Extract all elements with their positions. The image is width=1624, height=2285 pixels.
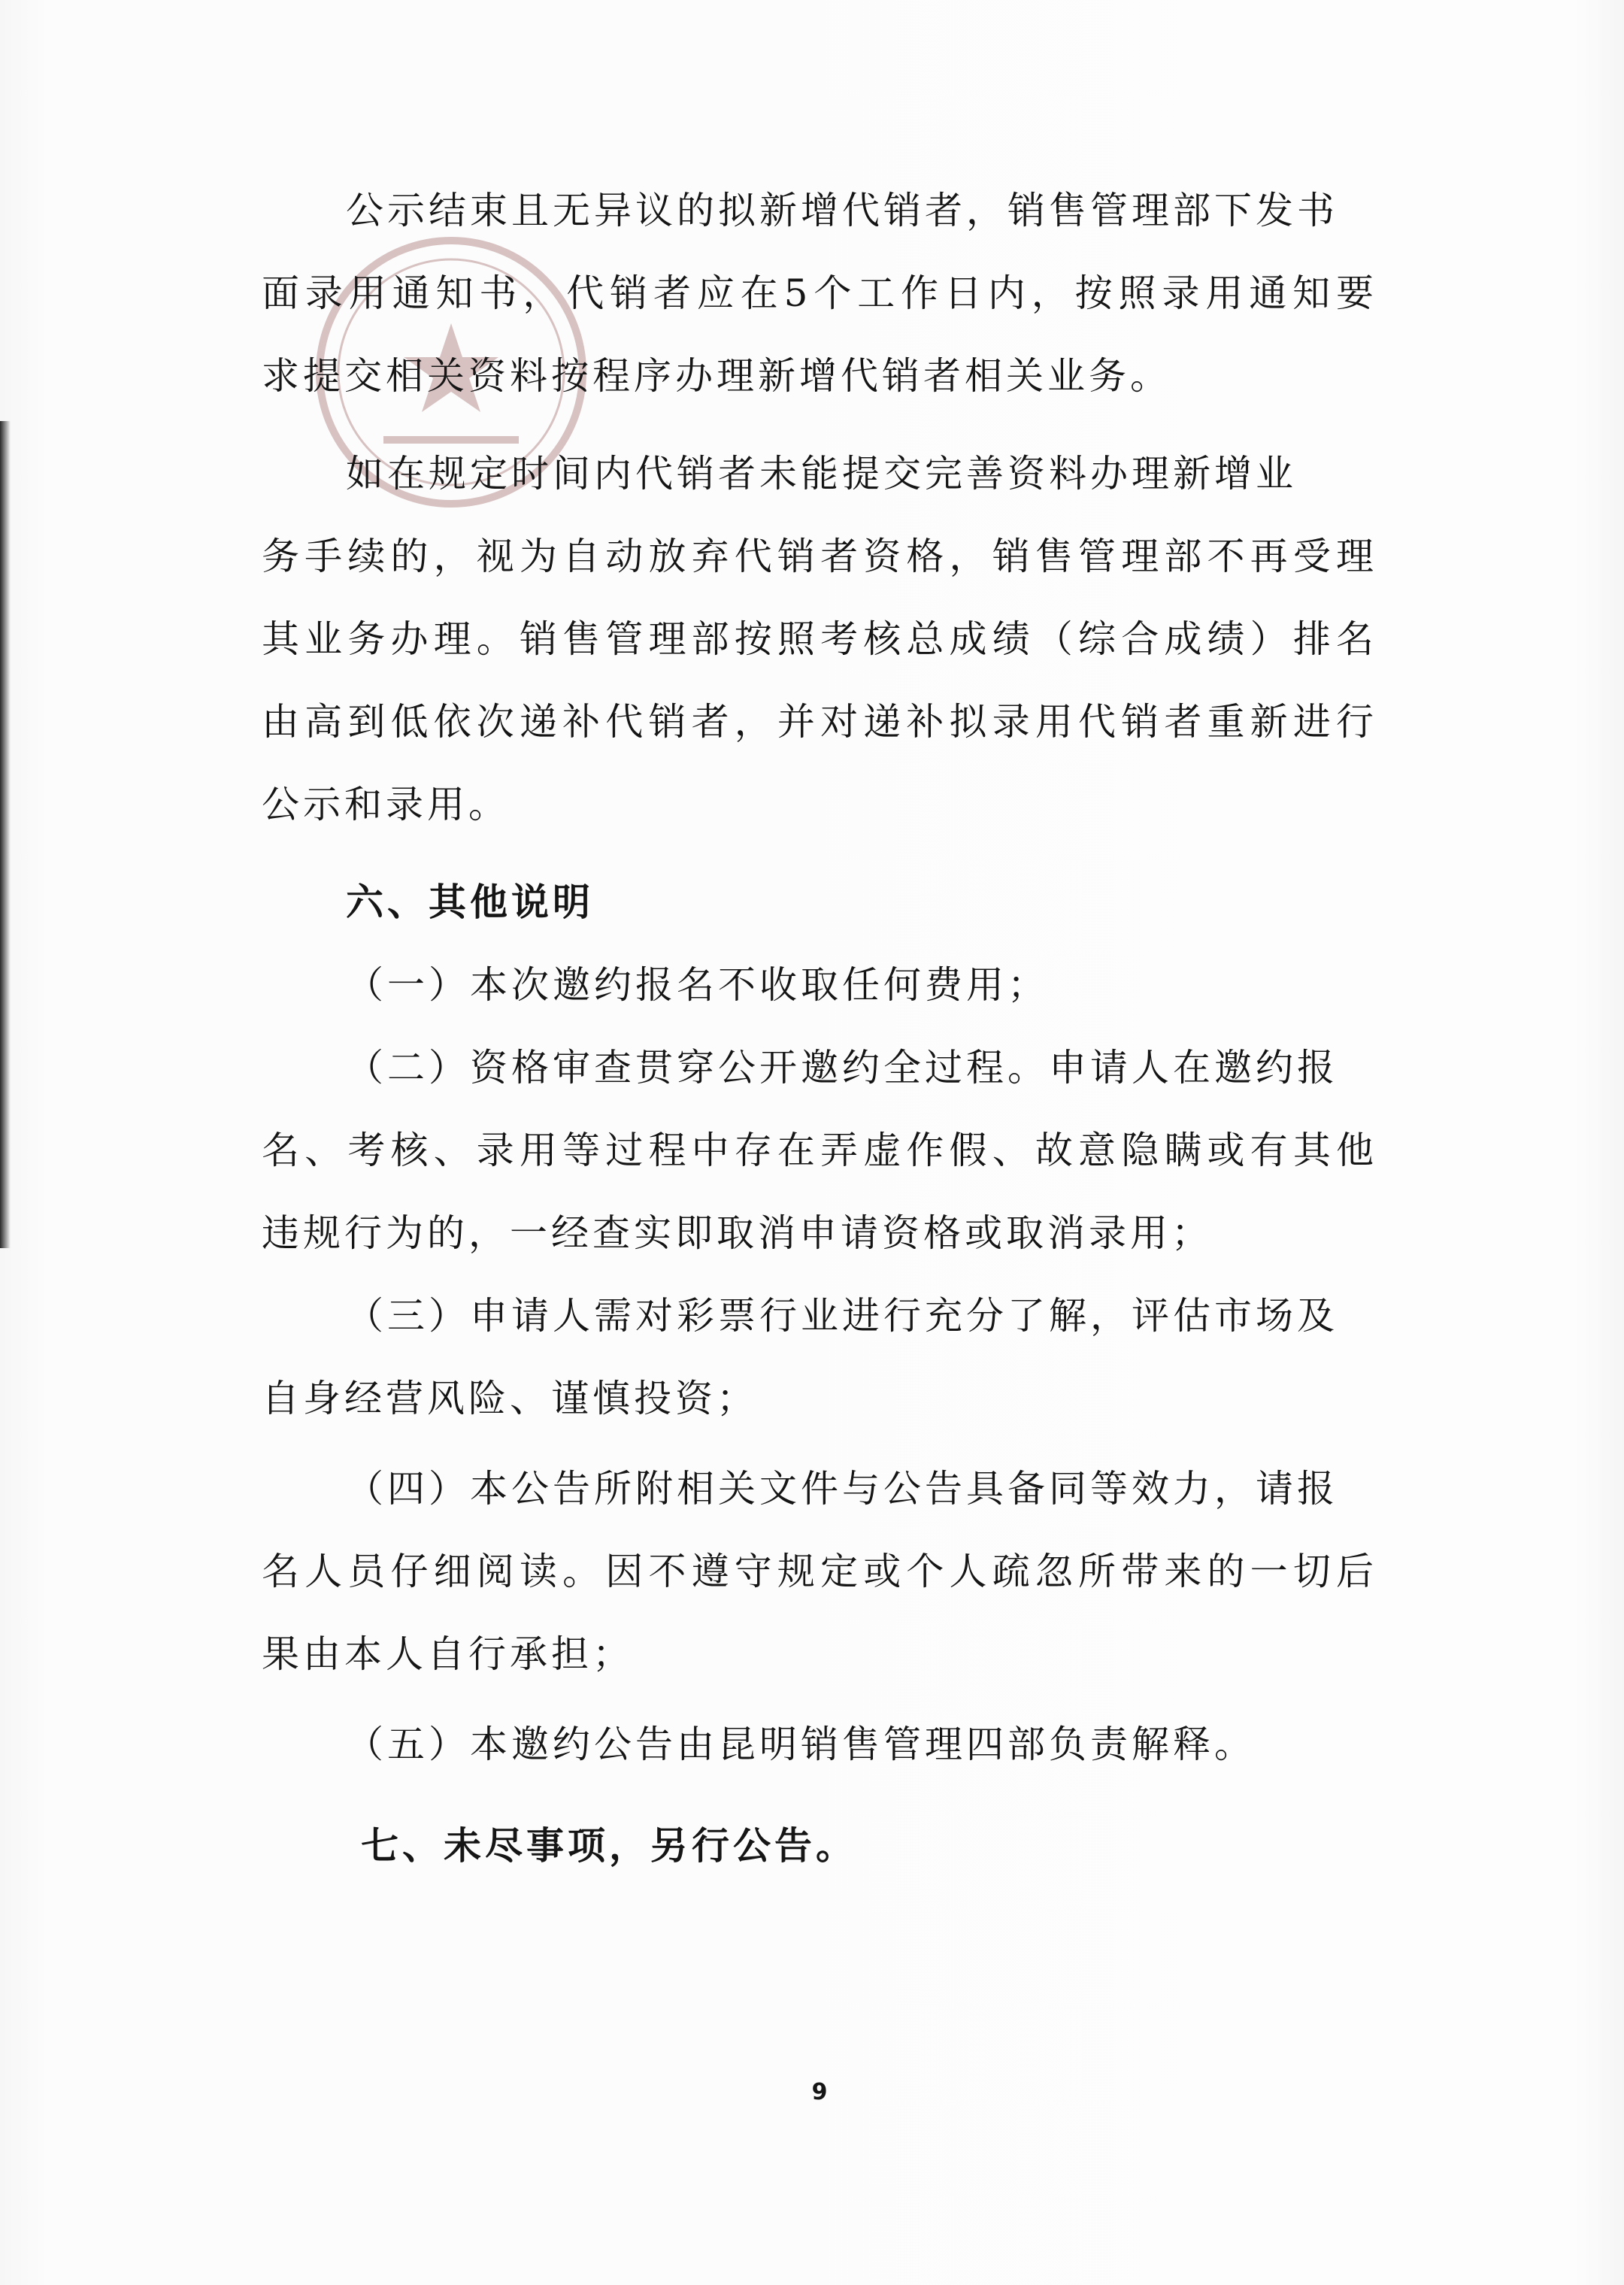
section6-item5-line1: （五）本邀约公告由昆明销售管理四部负责解释。 xyxy=(346,1723,1256,1766)
paragraph2-line5: 公示和录用。 xyxy=(262,783,510,826)
section6-item2-line1: （二）资格审查贯穿公开邀约全过程。申请人在邀约报 xyxy=(346,1046,1338,1089)
paragraph1-line3: 求提交相关资料按程序办理新增代销者相关业务。 xyxy=(262,354,1171,398)
section6-heading: 六、其他说明 xyxy=(346,880,594,924)
section6-item4-line3: 果由本人自行承担； xyxy=(262,1632,634,1676)
paragraph2-line2: 务手续的，视为自动放弃代销者资格，销售管理部不再受理 xyxy=(262,535,1377,578)
section6-item3-line1: （三）申请人需对彩票行业进行充分了解，评估市场及 xyxy=(346,1294,1338,1338)
page-number: 9 xyxy=(811,2079,828,2105)
section7-heading: 七、未尽事项，另行公告。 xyxy=(361,1824,857,1868)
paragraph1-line2: 面录用通知书，代销者应在5个工作日内，按照录用通知要 xyxy=(262,271,1377,315)
scan-edge-shadow xyxy=(0,421,11,1248)
section6-item4-line1: （四）本公告所附相关文件与公告具备同等效力，请报 xyxy=(346,1467,1338,1511)
section6-item2-line3: 违规行为的，一经查实即取消申请资格或取消录用； xyxy=(262,1211,1213,1255)
paragraph2-line1: 如在规定时间内代销者未能提交完善资料办理新增业 xyxy=(346,452,1297,495)
section6-item1-line1: （一）本次邀约报名不收取任何费用； xyxy=(346,963,1049,1007)
paragraph2-line4: 由高到低依次递补代销者，并对递补拟录用代销者重新进行 xyxy=(262,700,1377,744)
paragraph1-line1: 公示结束且无异议的拟新增代销者，销售管理部下发书 xyxy=(346,189,1338,232)
paragraph2-line3: 其业务办理。销售管理部按照考核总成绩（综合成绩）排名 xyxy=(262,617,1377,661)
section6-item2-line2: 名、考核、录用等过程中存在弄虚作假、故意隐瞒或有其他 xyxy=(262,1129,1377,1172)
section6-item4-line2: 名人员仔细阅读。因不遵守规定或个人疏忽所带来的一切后 xyxy=(262,1550,1377,1593)
section6-item3-line2: 自身经营风险、谨慎投资； xyxy=(262,1377,758,1420)
